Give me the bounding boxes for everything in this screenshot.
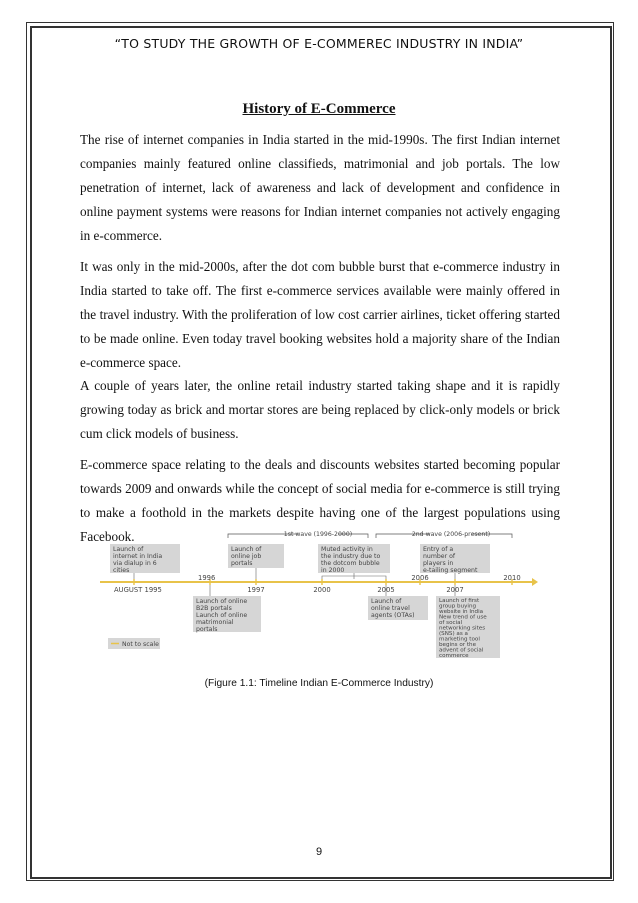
wave1-label: 1st wave (1996-2000) [283, 531, 353, 538]
timeline-figure [100, 528, 538, 660]
wave2-label: 2nd wave (2006-present) [411, 531, 491, 538]
paragraph-1: The rise of internet companies in India started in the mid-1990s. The first Indian internet companies mainly featured online classifieds, matrimonial and job portals. The low penetration of internet, lack of awareness and lack of development and confidence in online payment systems were reasons for Indian internet companies not actively engaging in e-commerce. [80, 132, 560, 243]
year-2005: 2005 [377, 586, 395, 594]
timeline-diagram [100, 528, 538, 660]
year-2000: 2000 [313, 586, 331, 594]
year-aug-1995: AUGUST 1995 [114, 586, 162, 594]
box-b2b-text: Launch of online B2B portals Launch of online matrimonial portals [196, 598, 248, 633]
year-2007: 2007 [446, 586, 464, 594]
page-number: 9 [315, 846, 323, 858]
box-muted-text: Muted activity in the industry due to the dotcom bubble in 2000 [321, 546, 381, 574]
timeline-arrow [532, 578, 538, 586]
paragraph-2: It was only in the mid-2000s, after the dot com bubble burst that e-commerce industry in India started to take off. The first e-commerce services available were mainly offered in the travel industry. With the proliferation of low cost carrier airlines, ticket offering started to be made online. Even today travel booking websites hold a majority share of the Indian e-commerce space. [80, 259, 560, 370]
not-to-scale-label: Not to scale [122, 641, 159, 648]
box-job-text: Launch of online job portals [231, 546, 262, 567]
box-internet-text: Launch of internet in India via dialup in 6 cities [113, 546, 163, 574]
section-title: History of E-Commerce [242, 101, 396, 117]
box-group-text: Launch of first group buying website in India New trend of use of social networking sites (SNS) as a marketing tool begins or the advent of social commerce [439, 598, 487, 659]
year-1996: 1996 [198, 574, 216, 582]
running-header: “TO STUDY THE GROWTH OF E-COMMEREC INDUSTRY IN INDIA” [114, 36, 524, 51]
box-travel-text: Launch of online travel agents (OTAs) [371, 598, 415, 619]
year-2006: 2006 [411, 574, 429, 582]
paragraph-3: A couple of years later, the online retail industry started taking shape and it is rapidly growing today as brick and mortar stores are being replaced by click-only models or brick cum click models of business. [80, 378, 560, 441]
box-entry-text: Entry of a number of players in e-tailing segment [423, 546, 478, 574]
year-1997: 1997 [247, 586, 265, 594]
year-2010: 2010 [503, 574, 521, 582]
top-connectors [134, 568, 455, 582]
figure-caption: (Figure 1.1: Timeline Indian E-Commerce Industry) [204, 678, 434, 689]
paragraph-4: E-commerce space relating to the deals and discounts websites started becoming popular towards 2009 and onwards while the concept of social media for e-commerce is still trying to make a foothold in the markets despite having one of the largest populations using Facebook. [80, 457, 560, 544]
